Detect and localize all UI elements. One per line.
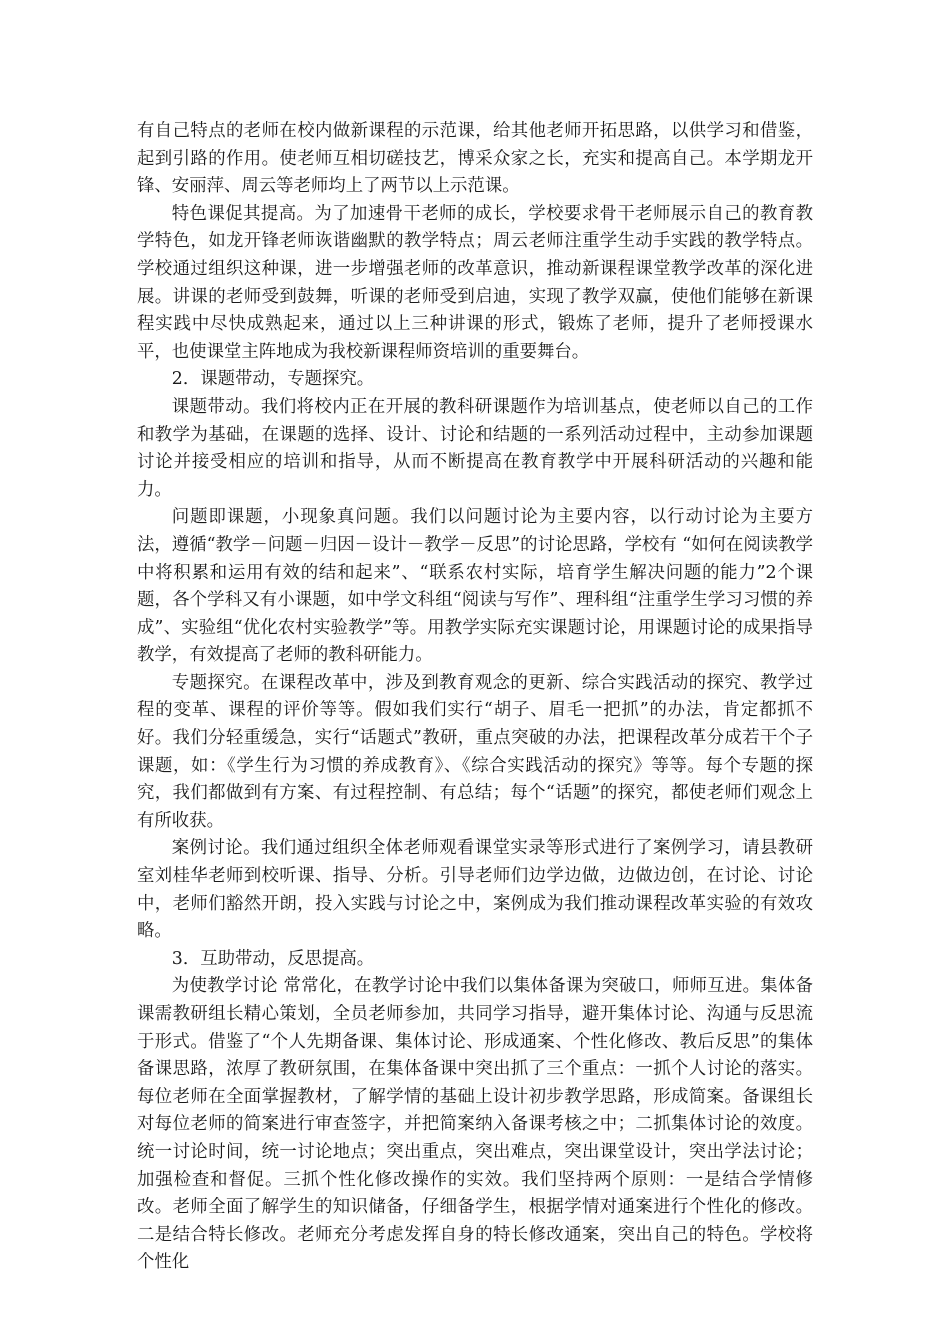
paragraph-6: 案例讨论。我们通过组织全体老师观看课堂实录等形式进行了案例学习，请县教研室刘桂华老师到校听课、指导、分析。引导老师们边学边做，边做边创，在讨论、讨论中，老师们豁然开朗，投入实践与讨论之中，案例成为我们推动课程改革实验的有效攻略。: [137, 838, 813, 942]
paragraph-7: 为使教学讨论 常常化，在教学讨论中我们以集体备课为突破口，师师互进。集体备课需教研组长精心策划，全员老师参加，共同学习指导，避开集体讨论、沟通与反思流于形式。借鉴了“个人先期备课、集体讨论、形成通案、个性化修改、教后反思”的集体备课思路，浓厚了教研氛围，在集体备课中突出抓了三个重点：一抓个人讨论的落实。每位老师在全面掌握教材，了解学情的基础上设计初步教学思路，形成简案。备课组长对每位老师的简案进行审查签字，并把简案纳入备课考核之中；二抓集体讨论的效度。统一讨论时间，统一讨论地点；突出重点，突出难点，突出课堂设计，突出学法讨论；加强检查和督促。三抓个性化修改操作的实效。我们坚持两个原则：一是结合学情修改。老师全面了解学生的知识储备，仔细备学生，根据学情对通案进行个性化的修改。二是结合特长修改。老师充分考虑发挥自身的特长修改通案，突出自己的特色。学校将个性化: [137, 976, 813, 1273]
document-page: [137, 118, 813, 1277]
section-heading-2: 2．课题带动，专题探究。: [171, 369, 375, 390]
paragraph-2: 特色课促其提高。为了加速骨干老师的成长，学校要求骨干老师展示自己的教育教学特色，如龙开锋老师诙谐幽默的教学特点；周云老师注重学生动手实践的教学特点。学校通过组织这种课，进一步增强老师的改革意识，推动新课程课堂教学改革的深化进展。讲课的老师受到鼓舞，听课的老师受到启迪，实现了教学双赢，使他们能够在新课程实践中尽快成熟起来，通过以上三种讲课的形式，锻炼了老师，提升了老师授课水平，也使课堂主阵地成为我校新课程师资培训的重要舞台。: [137, 203, 813, 362]
paragraph-1: 有自己特点的老师在校内做新课程的示范课，给其他老师开拓思路，以供学习和借鉴，起到引路的作用。使老师互相切磋技艺，博采众家之长，充实和提高自己。本学期龙开锋、安丽萍、周云等老师均上了两节以上示范课。: [137, 121, 813, 197]
paragraph-4: 问题即课题，小现象真问题。我们以问题讨论为主要内容，以行动讨论为主要方法，遵循“教学－问题－归因－设计－教学－反思”的讨论思路，学校有 “如何在阅读教学中将积累和运用有效的结和起来”、“联系农村实际，培育学生解决问题的能力”2个课题，各个学科又有小课题，如中学文科组“阅读与写作”、理科组“注重学生学习习惯的养成”、实验组“优化农村实验教学”等。用教学实际充实课题讨论，用课题讨论的成果指导教学，有效提高了老师的教科研能力。: [137, 507, 813, 666]
section-heading-3: 3．互助带动，反思提高。: [171, 948, 375, 969]
paragraph-5: 专题探究。在课程改革中，涉及到教育观念的更新、综合实践活动的探究、教学过程的变革、课程的评价等等。假如我们实行“胡子、眉毛一把抓”的办法，肯定都抓不好。我们分轻重缓急，实行“话题式”教研，重点突破的办法，把课程改革分成若干个子课题，如：《学生行为习惯的养成教育》、《综合实践活动的探究》等等。每个专题的探究，我们都做到有方案、有过程控制、有总结；每个“话题”的探究，都使老师们观念上有所收获。: [137, 672, 813, 831]
paragraph-3: 课题带动。我们将校内正在开展的教科研课题作为培训基点，使老师以自己的工作和教学为基础，在课题的选择、设计、讨论和结题的一系列活动过程中，主动参加课题讨论并接受相应的培训和指导，从而不断提高在教育教学中开展科研活动的兴趣和能力。: [137, 396, 813, 500]
